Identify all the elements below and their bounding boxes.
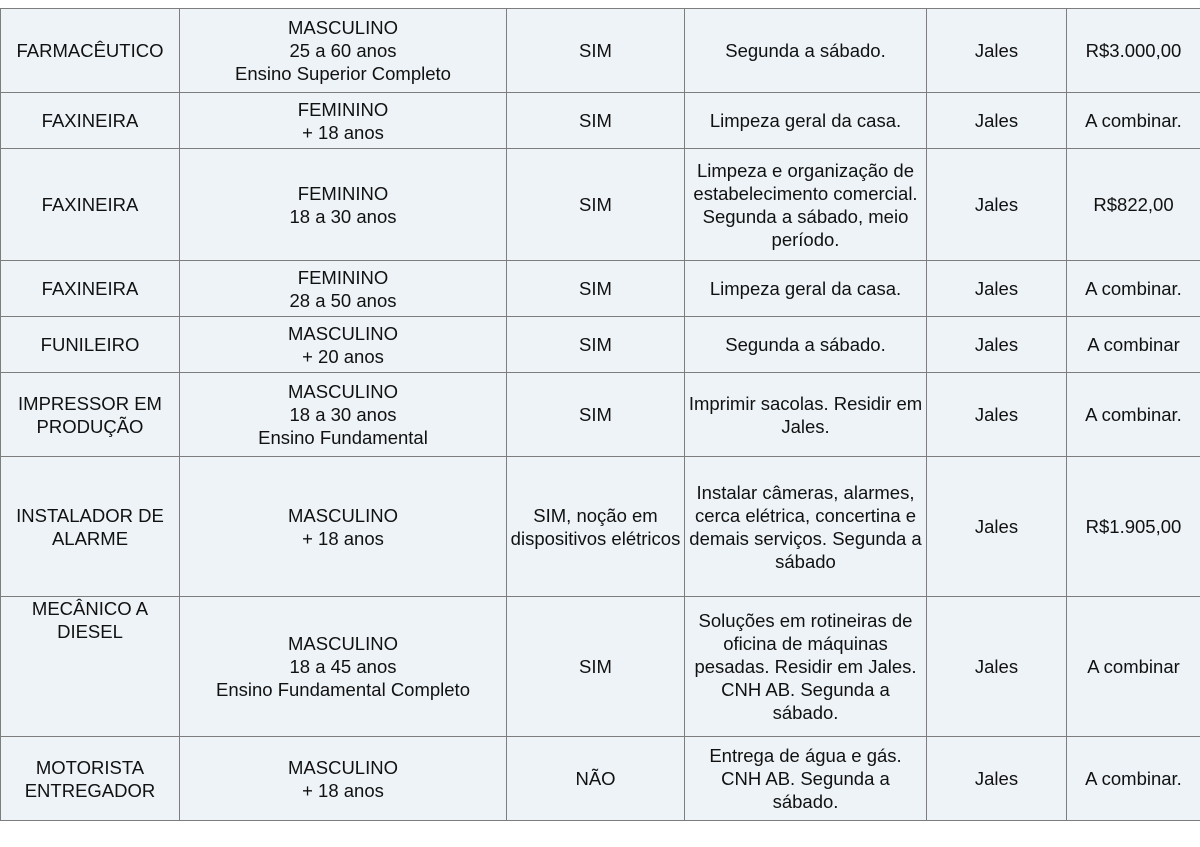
cargo-cell: INSTALADOR DE ALARME (1, 457, 180, 597)
cidade-cell: Jales (927, 261, 1067, 317)
experiencia-cell: SIM (507, 149, 685, 261)
salario-cell: A combinar. (1067, 373, 1200, 457)
cidade-cell: Jales (927, 597, 1067, 737)
cidade-cell: Jales (927, 93, 1067, 149)
descricao-cell: Limpeza geral da casa. (685, 261, 927, 317)
requisito-line: + 18 anos (302, 779, 384, 801)
table-row (1, 597, 1200, 737)
table-row (1, 457, 1200, 597)
requisito-line: MASCULINO (288, 504, 398, 526)
table-row (1, 93, 1200, 149)
requisito-line: Ensino Superior Completo (235, 63, 451, 84)
descricao-cell: Soluções em rotineiras de oficina de máquinas pesadas. Residir em Jales. CNH AB. Segunda a sábado. (685, 597, 927, 737)
requisito-line: 18 a 30 anos (289, 404, 397, 425)
cidade-cell: Jales (927, 9, 1067, 93)
salario-cell: A combinar (1067, 597, 1200, 737)
salario-cell: A combinar. (1067, 737, 1200, 821)
cargo-cell: MOTORISTA ENTREGADOR (1, 737, 180, 821)
cidade-cell: Jales (927, 317, 1067, 373)
table-row (1, 261, 1200, 317)
requisitos-cell (180, 261, 507, 317)
cidade-cell: Jales (927, 373, 1067, 457)
experiencia-cell: SIM (507, 93, 685, 149)
requisitos-cell (180, 597, 507, 737)
table-row (1, 737, 1200, 821)
descricao-cell: Segunda a sábado. (685, 9, 927, 93)
requisito-line: FEMININO (297, 98, 389, 120)
table-row (1, 9, 1200, 93)
cargo-cell: FAXINEIRA (1, 149, 180, 261)
requisito-line: MASCULINO (288, 17, 398, 38)
experiencia-cell: SIM (507, 373, 685, 457)
requisito-line: + 18 anos (302, 121, 384, 143)
cargo-cell: MECÂNICO A DIESEL (1, 597, 180, 737)
descricao-cell: Limpeza geral da casa. (685, 93, 927, 149)
cidade-cell: Jales (927, 457, 1067, 597)
cargo-cell: FUNILEIRO (1, 317, 180, 373)
cidade-cell: Jales (927, 737, 1067, 821)
requisitos-cell (180, 373, 507, 457)
cidade-cell: Jales (927, 149, 1067, 261)
cargo-cell: FAXINEIRA (1, 93, 180, 149)
requisito-line: Ensino Fundamental (258, 427, 428, 448)
requisito-line: 25 a 60 anos (289, 40, 397, 61)
job-listings-table (0, 8, 1200, 821)
requisito-line: MASCULINO (288, 756, 398, 778)
requisitos-cell (180, 317, 507, 373)
descricao-cell: Entrega de água e gás. CNH AB. Segunda a sábado. (685, 737, 927, 821)
salario-cell: A combinar. (1067, 261, 1200, 317)
requisito-line: FEMININO (297, 266, 389, 288)
requisitos-cell (180, 457, 507, 597)
table-row (1, 317, 1200, 373)
descricao-cell: Instalar câmeras, alarmes, cerca elétrica, concertina e demais serviços. Segunda a sábado (685, 457, 927, 597)
requisito-line: FEMININO (297, 182, 389, 204)
requisitos-cell (180, 737, 507, 821)
requisitos-cell (180, 9, 507, 93)
table-row (1, 373, 1200, 457)
table-row (1, 149, 1200, 261)
experiencia-cell: SIM, noção em dispositivos elétricos (507, 457, 685, 597)
requisito-line: MASCULINO (288, 633, 398, 654)
descricao-cell: Segunda a sábado. (685, 317, 927, 373)
descricao-cell: Limpeza e organização de estabelecimento comercial. Segunda a sábado, meio período. (685, 149, 927, 261)
requisito-line: + 20 anos (302, 345, 384, 367)
experiencia-cell: SIM (507, 597, 685, 737)
salario-cell: R$3.000,00 (1067, 9, 1200, 93)
requisito-line: 28 a 50 anos (289, 289, 397, 311)
requisito-line: Ensino Fundamental Completo (215, 679, 470, 700)
cargo-cell: FAXINEIRA (1, 261, 180, 317)
experiencia-cell: SIM (507, 261, 685, 317)
requisito-line: MASCULINO (288, 322, 398, 344)
experiencia-cell: NÃO (507, 737, 685, 821)
requisitos-cell (180, 149, 507, 261)
salario-cell: A combinar. (1067, 93, 1200, 149)
cargo-cell: IMPRESSOR EM PRODUÇÃO (1, 373, 180, 457)
requisito-line: + 18 anos (302, 527, 384, 549)
job-listings-sheet (0, 8, 1200, 821)
cargo-cell: FARMACÊUTICO (1, 9, 180, 93)
requisito-line: 18 a 45 anos (289, 656, 397, 677)
salario-cell: A combinar (1067, 317, 1200, 373)
descricao-cell: Imprimir sacolas. Residir em Jales. (685, 373, 927, 457)
requisito-line: 18 a 30 anos (289, 205, 397, 227)
experiencia-cell: SIM (507, 9, 685, 93)
requisito-line: MASCULINO (288, 381, 398, 402)
salario-cell: R$822,00 (1067, 149, 1200, 261)
experiencia-cell: SIM (507, 317, 685, 373)
salario-cell: R$1.905,00 (1067, 457, 1200, 597)
requisitos-cell (180, 93, 507, 149)
